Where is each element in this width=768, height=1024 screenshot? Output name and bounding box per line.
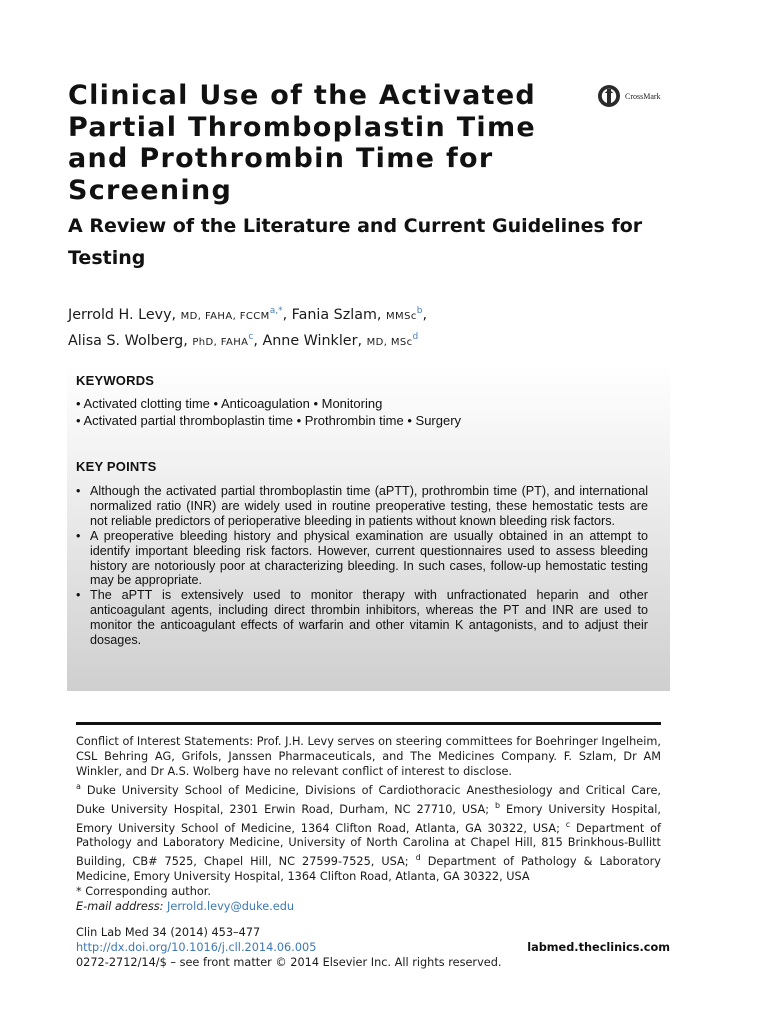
key-point-item: [76, 484, 648, 529]
article-subtitle: A Review of the Literature and Current Guidelines for Testing: [68, 215, 643, 269]
keyword-line: • Activated clotting time • Anticoagulation • Monitoring: [76, 396, 383, 411]
bullet-icon: •: [76, 588, 81, 603]
affiliation-text: Duke University School of Medicine, Divisions of Cardiothoracic Anesthesiology and Critical Care, Duke University Hospital, 2301 Erwin Road, Durham, NC 27710, USA;: [76, 783, 661, 816]
bullet-icon: •: [76, 484, 81, 498]
crossmark-icon: [597, 84, 621, 108]
crossmark-badge[interactable]: [597, 84, 661, 108]
key-point-text: A preoperative bleeding history and physical examination are usually obtained in an attempt to identify important bleeding risk factors. However, current questionnaires used to assess bleeding history are notoriously poor at characterizing bleeding. In such cases, follow-up hemostatic testing may be appropriate.: [90, 528, 648, 588]
email-label: E-mail address:: [76, 900, 164, 914]
crossmark-label: CrossMark: [625, 91, 661, 101]
author-separator: ,: [253, 333, 258, 350]
affiliations: [76, 779, 661, 884]
author-credentials: PhD, FAHA: [192, 337, 249, 349]
affiliation-text: Department of Pathology and Laboratory Medicine, University of North Carolina at Chapel Hill, 815 Brinkhous-Bullitt Building, CB# 7525, Chapel Hill, NC 27599-7525, USA;: [76, 821, 662, 869]
journal-citation: Clin Lab Med 34 (2014) 453–477: [76, 926, 261, 939]
author-separator: ,: [422, 306, 427, 323]
affiliation-mark[interactable]: b: [416, 306, 423, 316]
key-point-item: [76, 529, 648, 589]
key-points-heading: KEY POINTS: [76, 459, 157, 474]
affiliation-mark: a: [76, 782, 81, 791]
key-points-list: [76, 484, 648, 648]
journal-site-link[interactable]: labmed.theclinics.com: [527, 941, 670, 954]
doi-link[interactable]: http://dx.doi.org/10.1016/j.cll.2014.06.005: [76, 941, 317, 954]
author-credentials: MMSc: [386, 310, 417, 322]
corresponding-author: * Corresponding author.: [76, 885, 211, 899]
author-name: Fania Szlam,: [291, 306, 382, 323]
key-point-text: Although the activated partial thromboplastin time (aPTT), prothrombin time (PT), and international normalized ratio (INR) are widely used in routine preoperative testing, these hemostatic tests are not reliable predictors of perioperative bleeding in patients without known bleeding risk factors.: [90, 484, 648, 528]
author-separator: ,: [282, 306, 288, 323]
key-point-item: [76, 588, 648, 648]
article-title: Clinical Use of the Activated Partial Thromboplastin Time and Prothrombin Time for Screening: [68, 80, 537, 206]
affiliation-mark: c: [565, 819, 571, 829]
affiliation-text: Department of Pathology & Laboratory Medicine, Emory University Hospital, 1364 Clifton Road, Atlanta, GA 30322, USA: [76, 855, 661, 884]
keyword-line: • Activated partial thromboplastin time • Prothrombin time • Surgery: [76, 413, 462, 428]
author-credentials: MD, MSc: [366, 337, 413, 349]
affiliation-text: Emory University Hospital, Emory University School of Medicine, 1364 Clifton Road, Atlanta, GA 30322, USA;: [76, 802, 661, 835]
key-point-text: The aPTT is extensively used to monitor therapy with unfractionated heparin and other anticoagulant agents, including direct thrombin inhibitors, whereas the PT and INR are used to monitor the anticoagulant effects of warfarin and other vitamin K antagonists, and to adjust their dosages.: [90, 588, 648, 648]
keywords-heading: KEYWORDS: [76, 373, 155, 388]
affiliation-mark: d: [415, 853, 421, 863]
affiliation-mark: b: [495, 800, 501, 810]
author-credentials: MD, FAHA, FCCM: [180, 310, 270, 322]
author-name: Alisa S. Wolberg,: [68, 333, 188, 350]
affiliation-mark[interactable]: a,*: [269, 306, 283, 316]
footnote-divider: [76, 722, 661, 725]
keywords-keypoints-box: [67, 364, 670, 691]
affiliation-mark[interactable]: d: [412, 332, 419, 343]
copyright-line: 0272-2712/14/$ – see front matter © 2014 Elsevier Inc. All rights reserved.: [76, 956, 502, 969]
affiliation-mark[interactable]: c: [248, 332, 254, 343]
author-list: [68, 301, 698, 354]
conflict-statement: Conflict of Interest Statements: Prof. J.H. Levy serves on steering committees for Boehringer Ingelheim, CSL Behring AG, Grifols, Janssen Pharmaceuticals, and The Medicines Company. F. Szlam, Dr AM Winkler, and Dr A.S. Wolberg have no relevant conflict of interest to disclose.: [76, 735, 661, 778]
email-line: [76, 899, 661, 914]
author-name: Jerrold H. Levy,: [68, 306, 177, 323]
author-name: Anne Winkler,: [262, 333, 363, 350]
author-line: [68, 301, 698, 327]
footnotes: [76, 734, 661, 914]
bullet-icon: •: [76, 528, 81, 543]
author-line: [68, 327, 698, 353]
email-link[interactable]: Jerrold.levy@duke.edu: [167, 900, 295, 914]
